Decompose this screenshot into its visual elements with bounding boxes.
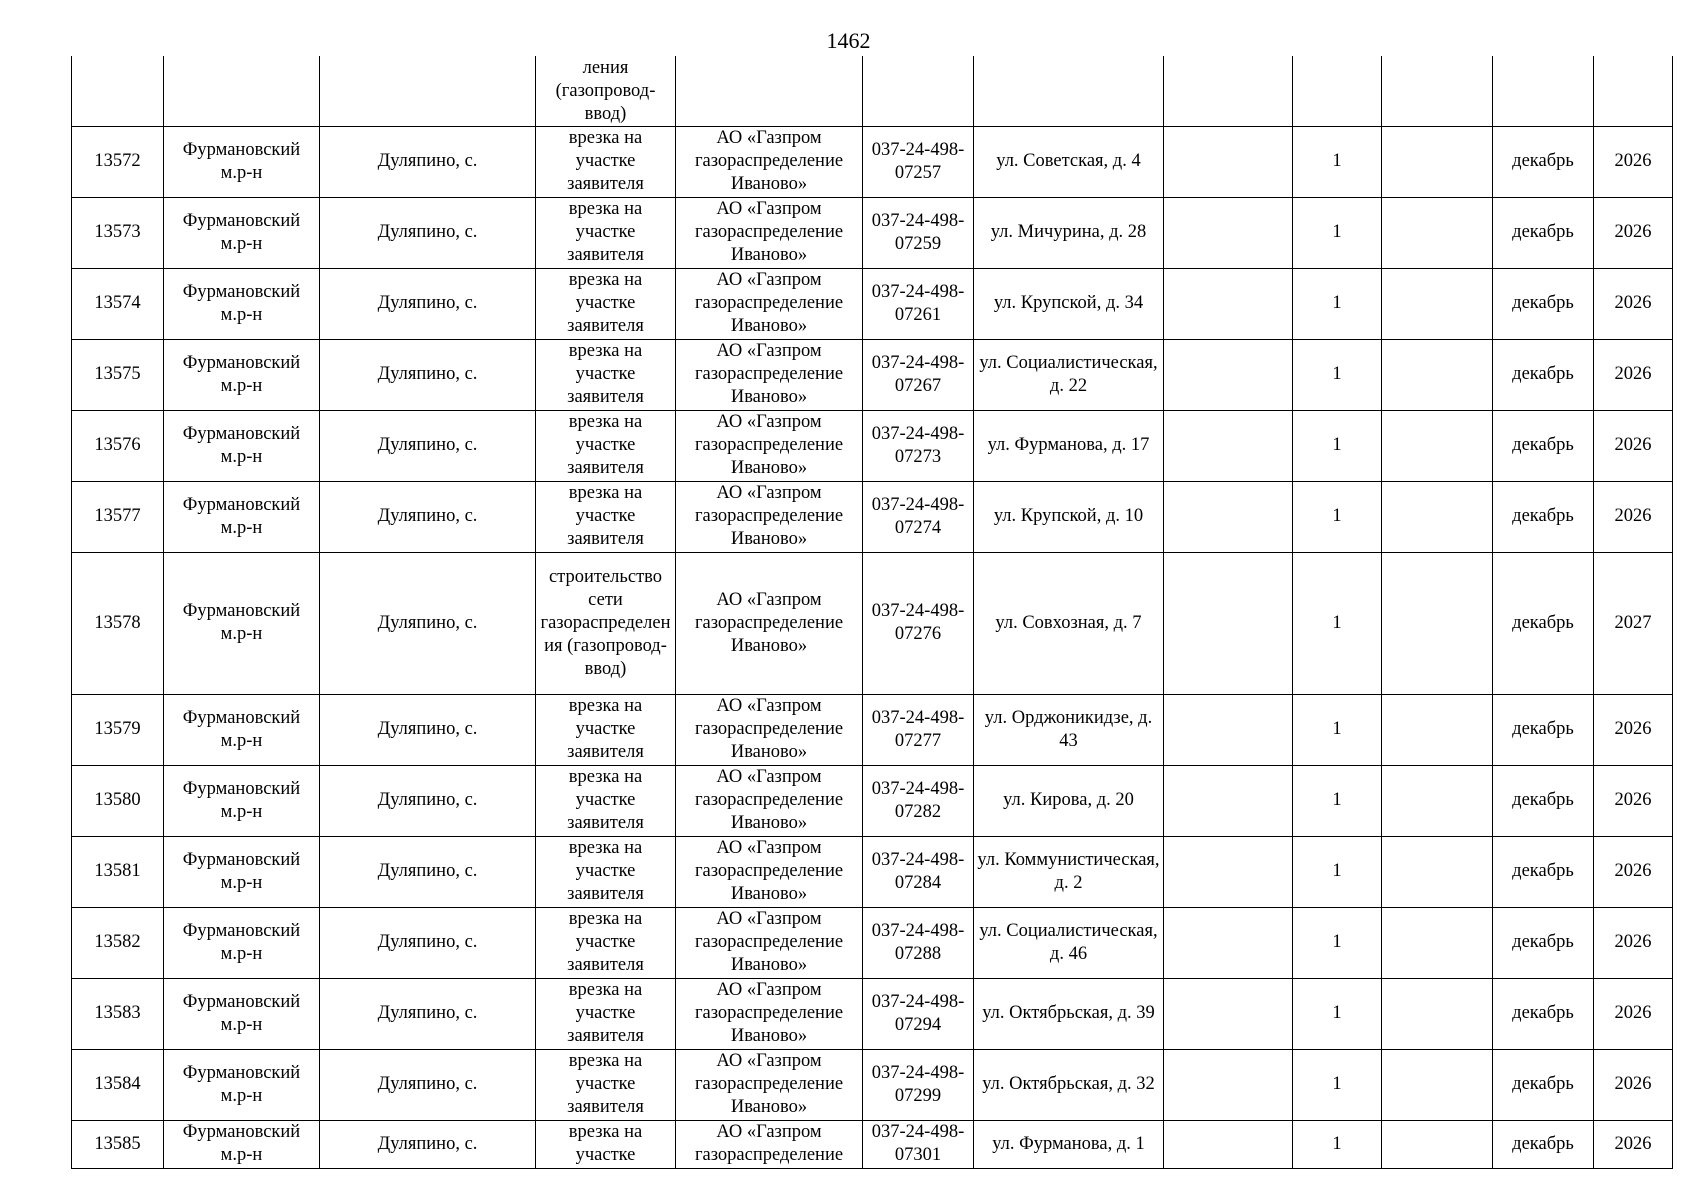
cell-col10	[1382, 268, 1493, 339]
cell-address: ул. Кирова, д. 20	[974, 765, 1164, 836]
cell-work-type: врезка на участке заявителя	[536, 197, 676, 268]
cell-work-type: врезка на участке заявителя	[536, 765, 676, 836]
cell-qty: 1	[1293, 1049, 1382, 1120]
cell-year: 2026	[1594, 978, 1673, 1049]
cell-year: 2026	[1594, 197, 1673, 268]
cell-district: Фурмановский м.р-н	[164, 978, 320, 1049]
cell-col10	[1382, 410, 1493, 481]
cell-col10	[1382, 552, 1493, 694]
cell-org: АО «Газпром газораспределение Иваново»	[676, 765, 863, 836]
cell-qty: 1	[1293, 126, 1382, 197]
cell-code: 037-24-498-07257	[863, 126, 974, 197]
continuation-row	[72, 56, 1673, 126]
cell-address: ул. Крупской, д. 10	[974, 481, 1164, 552]
cell-month	[1493, 56, 1594, 126]
cell-num: 13576	[72, 410, 164, 481]
cell-org: АО «Газпром газораспределение	[676, 1120, 863, 1168]
cell-col10	[1382, 765, 1493, 836]
cell-year: 2026	[1594, 1120, 1673, 1168]
cell-district: Фурмановский м.р-н	[164, 765, 320, 836]
cell-qty: 1	[1293, 836, 1382, 907]
table-row	[72, 836, 1673, 907]
cell-address: ул. Советская, д. 4	[974, 126, 1164, 197]
cell-month: декабрь	[1493, 197, 1594, 268]
cell-org: АО «Газпром газораспределение Иваново»	[676, 694, 863, 765]
cell-address: ул. Коммунистическая, д. 2	[974, 836, 1164, 907]
cell-address: ул. Фурманова, д. 1	[974, 1120, 1164, 1168]
cell-locality: Дуляпино, с.	[320, 268, 536, 339]
cell-code: 037-24-498-07276	[863, 552, 974, 694]
cell-num: 13580	[72, 765, 164, 836]
register-table	[71, 56, 1673, 1169]
cell-district: Фурмановский м.р-н	[164, 197, 320, 268]
cell-address: ул. Социалистическая, д. 22	[974, 339, 1164, 410]
table-row	[72, 410, 1673, 481]
cell-month: декабрь	[1493, 481, 1594, 552]
cell-col8	[1164, 1049, 1293, 1120]
cell-num: 13575	[72, 339, 164, 410]
table-row	[72, 552, 1673, 694]
cell-qty: 1	[1293, 694, 1382, 765]
table-row	[72, 694, 1673, 765]
table-row	[72, 765, 1673, 836]
cell-org: АО «Газпром газораспределение Иваново»	[676, 1049, 863, 1120]
cell-org: АО «Газпром газораспределение Иваново»	[676, 836, 863, 907]
cell-qty: 1	[1293, 197, 1382, 268]
cell-year: 2026	[1594, 907, 1673, 978]
cell-year: 2026	[1594, 268, 1673, 339]
cell-work-type: ления (газопровод-ввод)	[536, 56, 676, 126]
cell-col8	[1164, 481, 1293, 552]
cell-code: 037-24-498-07288	[863, 907, 974, 978]
cell-col8	[1164, 197, 1293, 268]
cell-col10	[1382, 339, 1493, 410]
cell-locality: Дуляпино, с.	[320, 978, 536, 1049]
cell-month: декабрь	[1493, 410, 1594, 481]
cell-month: декабрь	[1493, 907, 1594, 978]
cell-district: Фурмановский м.р-н	[164, 1120, 320, 1168]
cell-year	[1594, 56, 1673, 126]
cell-year: 2026	[1594, 410, 1673, 481]
cell-col8	[1164, 836, 1293, 907]
cell-month: декабрь	[1493, 268, 1594, 339]
cell-qty: 1	[1293, 339, 1382, 410]
cell-num: 13581	[72, 836, 164, 907]
page-number: 1462	[826, 28, 871, 53]
table-row	[72, 907, 1673, 978]
cell-code: 037-24-498-07267	[863, 339, 974, 410]
cell-qty: 1	[1293, 552, 1382, 694]
cell-org: АО «Газпром газораспределение Иваново»	[676, 197, 863, 268]
cell-qty: 1	[1293, 907, 1382, 978]
cell-locality: Дуляпино, с.	[320, 552, 536, 694]
cell-locality: Дуляпино, с.	[320, 694, 536, 765]
cell-month: декабрь	[1493, 694, 1594, 765]
cell-address	[974, 56, 1164, 126]
cell-col8	[1164, 907, 1293, 978]
cell-locality: Дуляпино, с.	[320, 907, 536, 978]
cell-col10	[1382, 1120, 1493, 1168]
cell-work-type: врезка на участке заявителя	[536, 907, 676, 978]
cell-address: ул. Социалистическая, д. 46	[974, 907, 1164, 978]
cell-num: 13579	[72, 694, 164, 765]
cell-district: Фурмановский м.р-н	[164, 481, 320, 552]
cell-num: 13578	[72, 552, 164, 694]
cell-qty: 1	[1293, 268, 1382, 339]
cell-work-type: строительство сети газораспределения (газопровод-ввод)	[536, 552, 676, 694]
table-row	[72, 481, 1673, 552]
cell-num: 13585	[72, 1120, 164, 1168]
cell-code: 037-24-498-07277	[863, 694, 974, 765]
cell-qty: 1	[1293, 1120, 1382, 1168]
cell-col10	[1382, 836, 1493, 907]
cell-code: 037-24-498-07261	[863, 268, 974, 339]
cell-col10	[1382, 56, 1493, 126]
cell-col8	[1164, 410, 1293, 481]
cell-locality: Дуляпино, с.	[320, 126, 536, 197]
cell-work-type: врезка на участке заявителя	[536, 481, 676, 552]
cell-year: 2026	[1594, 694, 1673, 765]
cell-col8	[1164, 978, 1293, 1049]
cell-num: 13573	[72, 197, 164, 268]
table-row	[72, 1120, 1673, 1168]
cell-locality: Дуляпино, с.	[320, 1120, 536, 1168]
cell-year: 2026	[1594, 1049, 1673, 1120]
cell-col8	[1164, 694, 1293, 765]
cell-qty: 1	[1293, 978, 1382, 1049]
cell-org: АО «Газпром газораспределение Иваново»	[676, 978, 863, 1049]
cell-work-type: врезка на участке	[536, 1120, 676, 1168]
cell-code: 037-24-498-07282	[863, 765, 974, 836]
cell-col8	[1164, 126, 1293, 197]
cell-num: 13582	[72, 907, 164, 978]
cell-col10	[1382, 978, 1493, 1049]
cell-qty: 1	[1293, 481, 1382, 552]
cell-col10	[1382, 907, 1493, 978]
cell-district: Фурмановский м.р-н	[164, 694, 320, 765]
cell-district: Фурмановский м.р-н	[164, 836, 320, 907]
cell-org	[676, 56, 863, 126]
cell-col10	[1382, 197, 1493, 268]
cell-locality: Дуляпино, с.	[320, 197, 536, 268]
cell-org: АО «Газпром газораспределение Иваново»	[676, 268, 863, 339]
cell-month: декабрь	[1493, 126, 1594, 197]
cell-district: Фурмановский м.р-н	[164, 410, 320, 481]
cell-work-type: врезка на участке заявителя	[536, 339, 676, 410]
cell-district: Фурмановский м.р-н	[164, 552, 320, 694]
cell-address: ул. Орджоникидзе, д. 43	[974, 694, 1164, 765]
cell-month: декабрь	[1493, 339, 1594, 410]
cell-code: 037-24-498-07299	[863, 1049, 974, 1120]
cell-district: Фурмановский м.р-н	[164, 126, 320, 197]
table-row	[72, 339, 1673, 410]
table-row	[72, 978, 1673, 1049]
cell-year: 2026	[1594, 339, 1673, 410]
cell-code: 037-24-498-07273	[863, 410, 974, 481]
cell-col8	[1164, 1120, 1293, 1168]
table-row	[72, 268, 1673, 339]
cell-col8	[1164, 268, 1293, 339]
cell-code: 037-24-498-07301	[863, 1120, 974, 1168]
cell-col8	[1164, 339, 1293, 410]
cell-locality: Дуляпино, с.	[320, 836, 536, 907]
cell-org: АО «Газпром газораспределение Иваново»	[676, 410, 863, 481]
cell-address: ул. Октябрьская, д. 39	[974, 978, 1164, 1049]
cell-qty	[1293, 56, 1382, 126]
table-row	[72, 197, 1673, 268]
cell-month: декабрь	[1493, 978, 1594, 1049]
cell-month: декабрь	[1493, 1120, 1594, 1168]
cell-qty: 1	[1293, 765, 1382, 836]
cell-work-type: врезка на участке заявителя	[536, 836, 676, 907]
cell-locality: Дуляпино, с.	[320, 765, 536, 836]
cell-code: 037-24-498-07274	[863, 481, 974, 552]
cell-work-type: врезка на участке заявителя	[536, 268, 676, 339]
cell-address: ул. Октябрьская, д. 32	[974, 1049, 1164, 1120]
cell-district: Фурмановский м.р-н	[164, 339, 320, 410]
cell-month: декабрь	[1493, 552, 1594, 694]
cell-month: декабрь	[1493, 1049, 1594, 1120]
cell-address: ул. Крупской, д. 34	[974, 268, 1164, 339]
cell-year: 2026	[1594, 836, 1673, 907]
cell-district: Фурмановский м.р-н	[164, 268, 320, 339]
cell-code: 037-24-498-07294	[863, 978, 974, 1049]
cell-org: АО «Газпром газораспределение Иваново»	[676, 339, 863, 410]
cell-org: АО «Газпром газораспределение Иваново»	[676, 126, 863, 197]
cell-locality: Дуляпино, с.	[320, 410, 536, 481]
cell-code: 037-24-498-07259	[863, 197, 974, 268]
cell-month: декабрь	[1493, 836, 1594, 907]
cell-locality: Дуляпино, с.	[320, 339, 536, 410]
cell-work-type: врезка на участке заявителя	[536, 410, 676, 481]
cell-col8	[1164, 552, 1293, 694]
cell-col10	[1382, 694, 1493, 765]
cell-address: ул. Мичурина, д. 28	[974, 197, 1164, 268]
cell-work-type: врезка на участке заявителя	[536, 1049, 676, 1120]
cell-district: Фурмановский м.р-н	[164, 907, 320, 978]
cell-district: Фурмановский м.р-н	[164, 1049, 320, 1120]
cell-num: 13584	[72, 1049, 164, 1120]
cell-district	[164, 56, 320, 126]
cell-locality: Дуляпино, с.	[320, 481, 536, 552]
table-row	[72, 126, 1673, 197]
cell-code: 037-24-498-07284	[863, 836, 974, 907]
cell-work-type: врезка на участке заявителя	[536, 978, 676, 1049]
cell-col10	[1382, 481, 1493, 552]
cell-num: 13577	[72, 481, 164, 552]
table-row	[72, 1049, 1673, 1120]
cell-locality	[320, 56, 536, 126]
cell-year: 2027	[1594, 552, 1673, 694]
cell-code	[863, 56, 974, 126]
cell-org: АО «Газпром газораспределение Иваново»	[676, 481, 863, 552]
cell-org: АО «Газпром газораспределение Иваново»	[676, 907, 863, 978]
cell-work-type: врезка на участке заявителя	[536, 694, 676, 765]
cell-col8	[1164, 56, 1293, 126]
cell-work-type: врезка на участке заявителя	[536, 126, 676, 197]
cell-month: декабрь	[1493, 765, 1594, 836]
cell-year: 2026	[1594, 765, 1673, 836]
cell-address: ул. Совхозная, д. 7	[974, 552, 1164, 694]
cell-num: 13572	[72, 126, 164, 197]
cell-org: АО «Газпром газораспределение Иваново»	[676, 552, 863, 694]
cell-num	[72, 56, 164, 126]
cell-col8	[1164, 765, 1293, 836]
cell-num: 13574	[72, 268, 164, 339]
cell-num: 13583	[72, 978, 164, 1049]
cell-qty: 1	[1293, 410, 1382, 481]
cell-year: 2026	[1594, 481, 1673, 552]
cell-col10	[1382, 1049, 1493, 1120]
cell-col10	[1382, 126, 1493, 197]
cell-address: ул. Фурманова, д. 17	[974, 410, 1164, 481]
cell-year: 2026	[1594, 126, 1673, 197]
cell-locality: Дуляпино, с.	[320, 1049, 536, 1120]
